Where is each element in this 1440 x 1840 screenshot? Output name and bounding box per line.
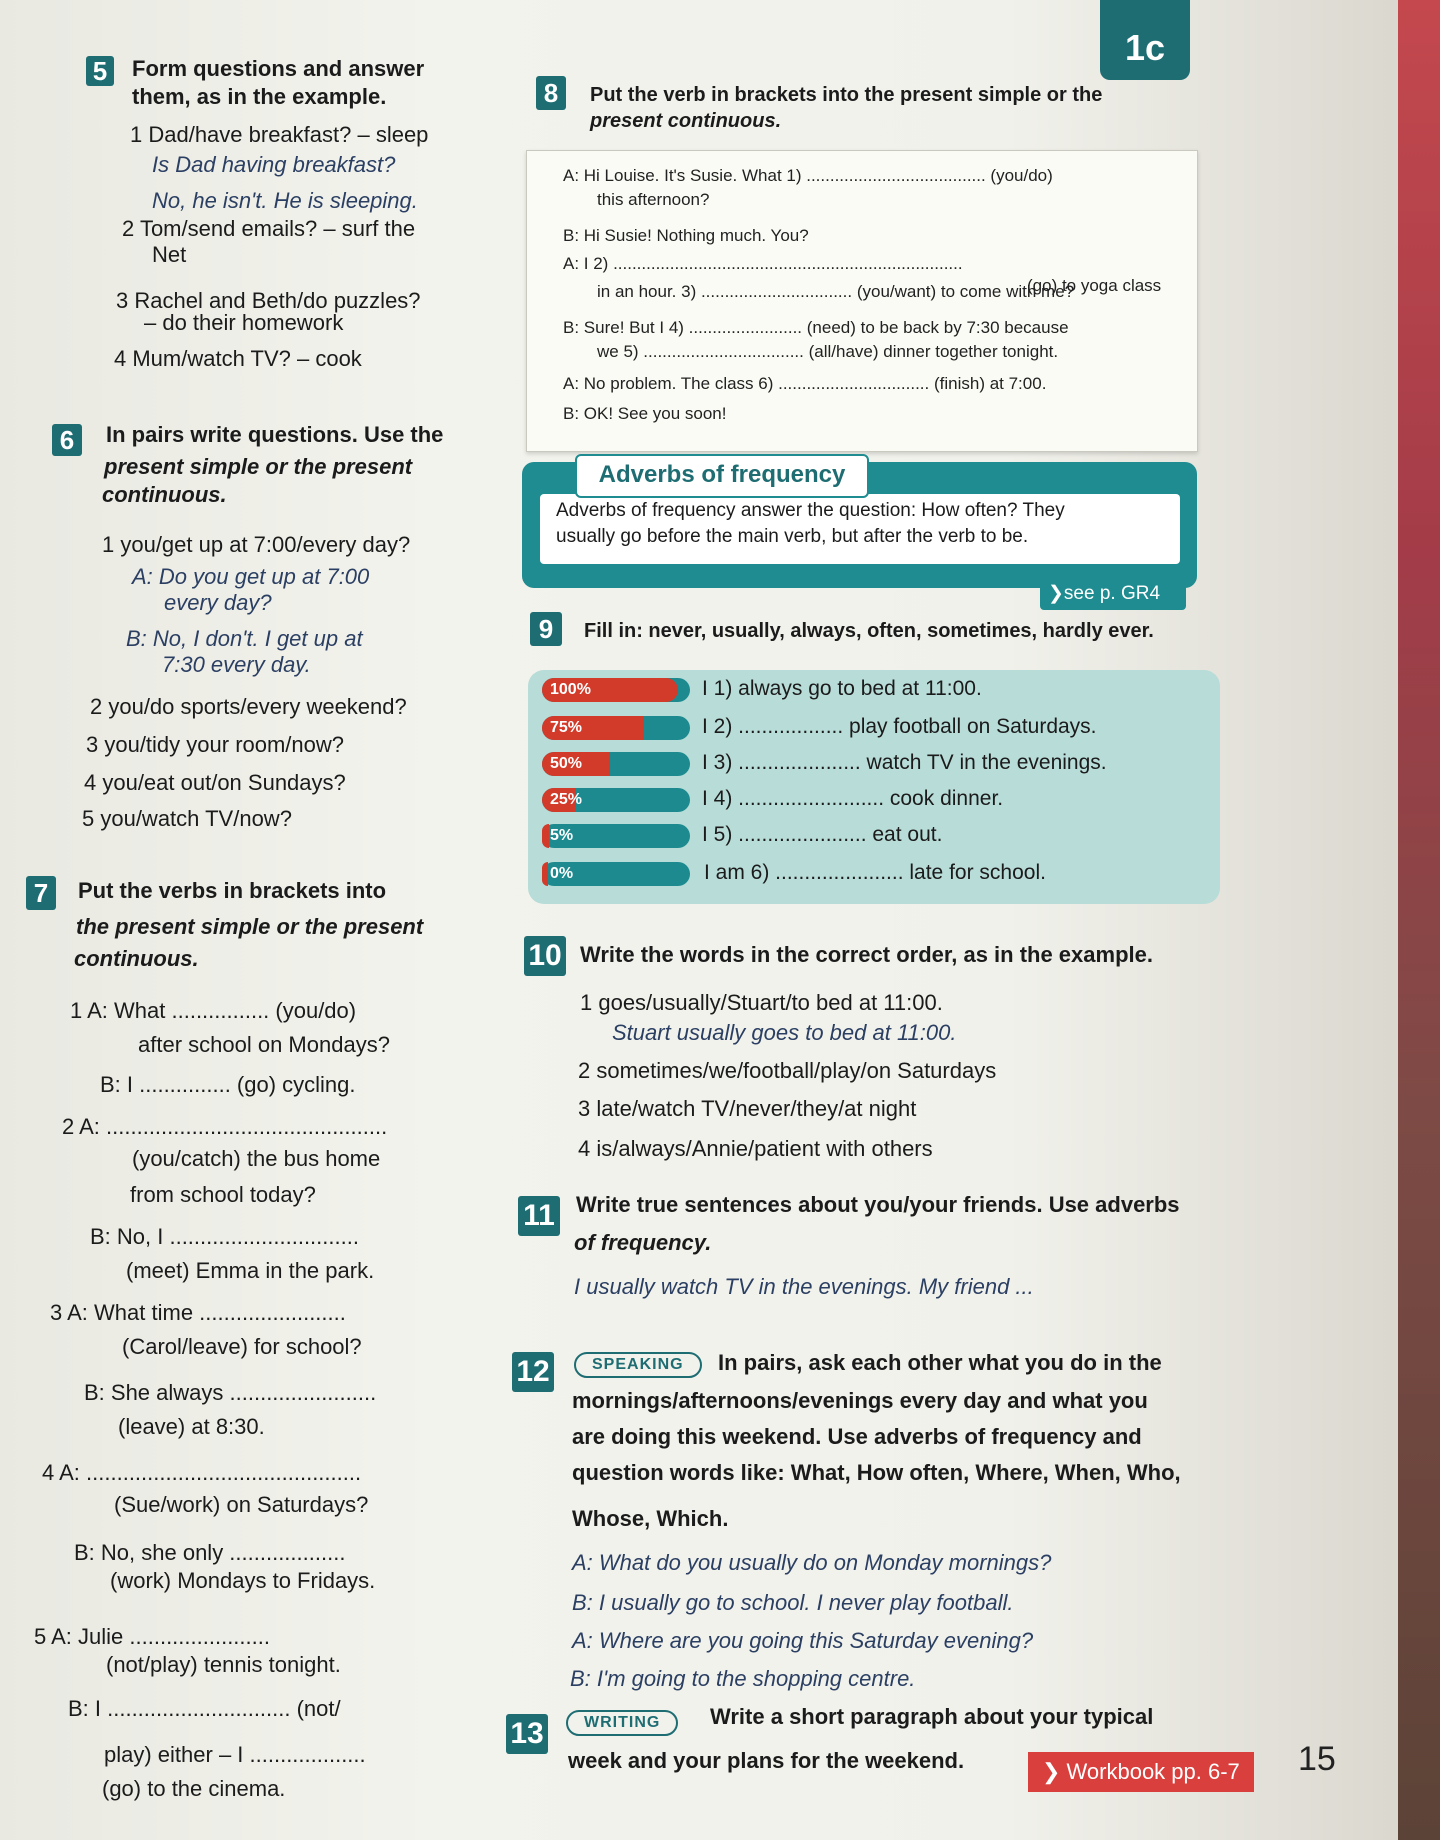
exercise-6-item: 2 you/do sports/every weekend? (90, 694, 407, 719)
frequency-percent-label: 100% (550, 681, 591, 698)
workbook-reference[interactable] (1028, 1752, 1254, 1792)
arrow-right-icon: ❯ (1048, 583, 1064, 604)
exercise-7-title-line-3: continuous. (74, 946, 199, 971)
workbook-label: Workbook pp. 6-7 (1066, 1759, 1240, 1784)
frequency-sentence: I am 6) ...................... late for school. (704, 861, 1046, 884)
exercise-7-line: 3 A: What time ........................ (50, 1300, 346, 1325)
exercise-5-item: 2 Tom/send emails? – surf the (122, 216, 416, 241)
adverbs-info-text (540, 494, 1180, 564)
exercise-7-line: 4 A: ............................................. (42, 1460, 362, 1485)
exercise-7-line: (Sue/work) on Saturdays? (114, 1492, 369, 1517)
exercise-7-line: B: No, I ............................... (90, 1224, 359, 1249)
exercise-5-item: 4 Mum/watch TV? – cook (114, 346, 362, 371)
exercise-5-item: – do their homework (144, 310, 344, 335)
exercise-11-number: 11 (518, 1196, 560, 1236)
exercise-6-example: B: No, I don't. I get up at (126, 626, 363, 651)
exercise-7-line: B: She always ........................ (84, 1380, 377, 1405)
exercise-5-item: 1 Dad/have breakfast? – sleep (130, 122, 429, 147)
exercise-12-instruction: In pairs, ask each other what you do in the (718, 1350, 1162, 1375)
exercise-5-item: 3 Rachel and Beth/do puzzles? (116, 288, 421, 313)
exercise-10-item: 4 is/always/Annie/patient with others (578, 1136, 933, 1161)
speaking-label: SPEAKING (574, 1352, 702, 1378)
exercise-8-title-line-1: Put the verb in brackets into the present simple or the (590, 84, 1103, 106)
exercise-12-instruction: mornings/afternoons/evenings every day and what you (572, 1388, 1148, 1413)
exercise-9-number: 9 (530, 612, 562, 646)
frequency-sentence: I 1) always go to bed at 11:00. (702, 677, 982, 700)
exercise-6-title-line-2: present simple or the present (104, 454, 413, 479)
exercise-7-line: (work) Mondays to Fridays. (110, 1568, 376, 1593)
exercise-7-line: 5 A: Julie ....................... (34, 1624, 270, 1649)
exercise-7-line: (meet) Emma in the park. (126, 1258, 375, 1283)
frequency-sentence: I 4) ......................... cook dinner. (702, 787, 1004, 810)
exercise-7-line: B: I .............................. (not/ (68, 1696, 341, 1721)
exercise-12-dialog: A: Where are you going this Saturday evening? (572, 1628, 1034, 1653)
dialogue-line: B: Hi Susie! Nothing much. You? (563, 226, 809, 245)
exercise-5-example-question: Is Dad having breakfast? (152, 152, 396, 177)
adverbs-box-title: Adverbs of frequency (575, 454, 869, 498)
dialogue-line: in an hour. 3) ................................ (you/want) to come with me? (597, 282, 1075, 301)
frequency-sentence: I 2) .................. play football on Saturdays. (702, 715, 1097, 738)
exercise-8-title-line-2: present continuous. (590, 110, 782, 132)
frequency-bar (542, 716, 690, 740)
exercise-11-title-line-1: Write true sentences about you/your friends. Use adverbs (576, 1192, 1180, 1217)
arrow-right-icon: ❯ (1042, 1759, 1067, 1784)
frequency-bar (542, 788, 690, 812)
exercise-6-example: A: Do you get up at 7:00 (132, 564, 370, 589)
exercise-9-title: Fill in: never, usually, always, often, sometimes, hardly ever. (584, 620, 1154, 642)
exercise-13-instruction: Write a short paragraph about your typical (710, 1704, 1154, 1729)
exercise-7-line: play) either – I ................... (104, 1742, 366, 1767)
page-number: 15 (1298, 1740, 1336, 1778)
exercise-7-line: from school today? (130, 1182, 316, 1207)
grammar-reference-link[interactable] (1040, 578, 1186, 610)
exercise-7-title-line-1: Put the verbs in brackets into (78, 878, 387, 903)
exercise-12-dialog: B: I'm going to the shopping centre. (570, 1666, 916, 1691)
frequency-bar (542, 824, 690, 848)
exercise-7-title-line-2: the present simple or the present (76, 914, 424, 939)
exercise-7-line: 2 A: .............................................. (62, 1114, 388, 1139)
exercise-5-item: Net (152, 242, 187, 267)
dialogue-line: A: I 2) .......................................................................... (563, 254, 963, 273)
frequency-percent-label: 5% (550, 827, 574, 844)
exercise-13-number: 13 (506, 1714, 548, 1754)
frequency-sentence: I 5) ...................... eat out. (702, 823, 943, 846)
exercise-6-item: 4 you/eat out/on Sundays? (84, 770, 346, 795)
exercise-7-line: (leave) at 8:30. (118, 1414, 265, 1439)
exercise-5-number: 5 (86, 56, 114, 86)
exercise-12-instruction: are doing this weekend. Use adverbs of frequency and (572, 1424, 1142, 1449)
exercise-6-title-line-3: continuous. (102, 482, 227, 507)
dialogue-line: A: Hi Louise. It's Susie. What 1) ...................................... (you/do) (563, 166, 1053, 185)
exercise-10-example: Stuart usually goes to bed at 11:00. (612, 1020, 957, 1045)
exercise-7-line: B: I ............... (go) cycling. (100, 1072, 356, 1097)
exercise-12-dialog: B: I usually go to school. I never play football. (572, 1590, 1014, 1615)
writing-tag (566, 1710, 678, 1736)
exercise-12-dialog: A: What do you usually do on Monday mornings? (572, 1550, 1052, 1575)
exercise-6-example: every day? (164, 590, 272, 615)
adverbs-text-line-1: Adverbs of frequency answer the question: How often? They (556, 500, 1065, 521)
grammar-reference-label: see p. GR4 (1063, 583, 1161, 604)
exercise-10-item: 2 sometimes/we/football/play/on Saturdays (578, 1058, 997, 1083)
exercise-10-item: 3 late/watch TV/never/they/at night (578, 1096, 917, 1121)
dialogue-line: we 5) .................................. (all/have) dinner together tonight. (597, 342, 1059, 361)
exercise-6-item: 5 you/watch TV/now? (82, 806, 292, 831)
dialogue-line: this afternoon? (597, 190, 710, 209)
exercise-6-number: 6 (52, 424, 82, 456)
exercise-7-line: (go) to the cinema. (102, 1776, 286, 1801)
frequency-percent-label: 25% (550, 791, 583, 808)
exercise-10-number: 10 (524, 936, 566, 976)
exercise-7-line: (you/catch) the bus home (132, 1146, 381, 1171)
exercise-7-line: after school on Mondays? (138, 1032, 390, 1057)
exercise-13-instruction: week and your plans for the weekend. (568, 1748, 965, 1773)
frequency-bar (542, 678, 690, 702)
exercise-10-title: Write the words in the correct order, as in the example. (580, 942, 1153, 967)
frequency-sentence: I 3) ..................... watch TV in the evenings. (702, 751, 1107, 774)
exercise-8-dialogue-card (526, 150, 1198, 452)
exercise-12-instruction: Whose, Which. (572, 1506, 729, 1531)
page-edge (1398, 0, 1440, 1840)
dialogue-line: B: OK! See you soon! (563, 404, 727, 423)
exercise-6-item: 3 you/tidy your room/now? (86, 732, 345, 757)
exercise-6-title-line-1: In pairs write questions. Use the (106, 422, 444, 447)
exercise-12-number: 12 (512, 1352, 554, 1392)
exercise-11-example: I usually watch TV in the evenings. My friend ... (574, 1274, 1034, 1299)
exercise-6-item: 1 you/get up at 7:00/every day? (102, 532, 411, 557)
exercise-5-title-line-2: them, as in the example. (132, 84, 387, 109)
frequency-percent-label: 75% (550, 719, 583, 736)
exercise-7-line: (not/play) tennis tonight. (106, 1652, 341, 1677)
writing-label: WRITING (566, 1710, 678, 1736)
frequency-percent-label: 50% (550, 755, 583, 772)
frequency-bar (542, 752, 690, 776)
speaking-tag (574, 1352, 702, 1378)
frequency-percent-label: 0% (550, 865, 574, 882)
exercise-7-number: 7 (26, 876, 56, 910)
exercise-5-example-answer: No, he isn't. He is sleeping. (152, 188, 418, 213)
exercise-7-line: 1 A: What ................ (you/do) (70, 998, 357, 1023)
frequency-bar (542, 862, 690, 886)
exercise-6-example: 7:30 every day. (162, 652, 311, 677)
dialogue-line: A: No problem. The class 6) ................................ (finish) at 7:00. (563, 374, 1047, 393)
exercise-7-line: (Carol/leave) for school? (122, 1334, 362, 1359)
exercise-10-item: 1 goes/usually/Stuart/to bed at 11:00. (580, 990, 943, 1015)
unit-badge: 1c (1100, 0, 1190, 80)
exercise-11-title-line-2: of frequency. (574, 1230, 712, 1255)
exercise-5-title-line-1: Form questions and answer (132, 56, 425, 81)
dialogue-line: B: Sure! But I 4) ........................ (need) to be back by 7:30 because (563, 318, 1069, 337)
exercise-12-instruction: question words like: What, How often, Where, When, Who, (572, 1460, 1181, 1485)
exercise-8-number: 8 (536, 76, 566, 110)
dialogue-line: (go) to yoga class (1027, 276, 1162, 295)
exercise-7-line: B: No, she only ................... (74, 1540, 346, 1565)
adverbs-text-line-2: usually go before the main verb, but after the verb to be. (556, 526, 1029, 547)
